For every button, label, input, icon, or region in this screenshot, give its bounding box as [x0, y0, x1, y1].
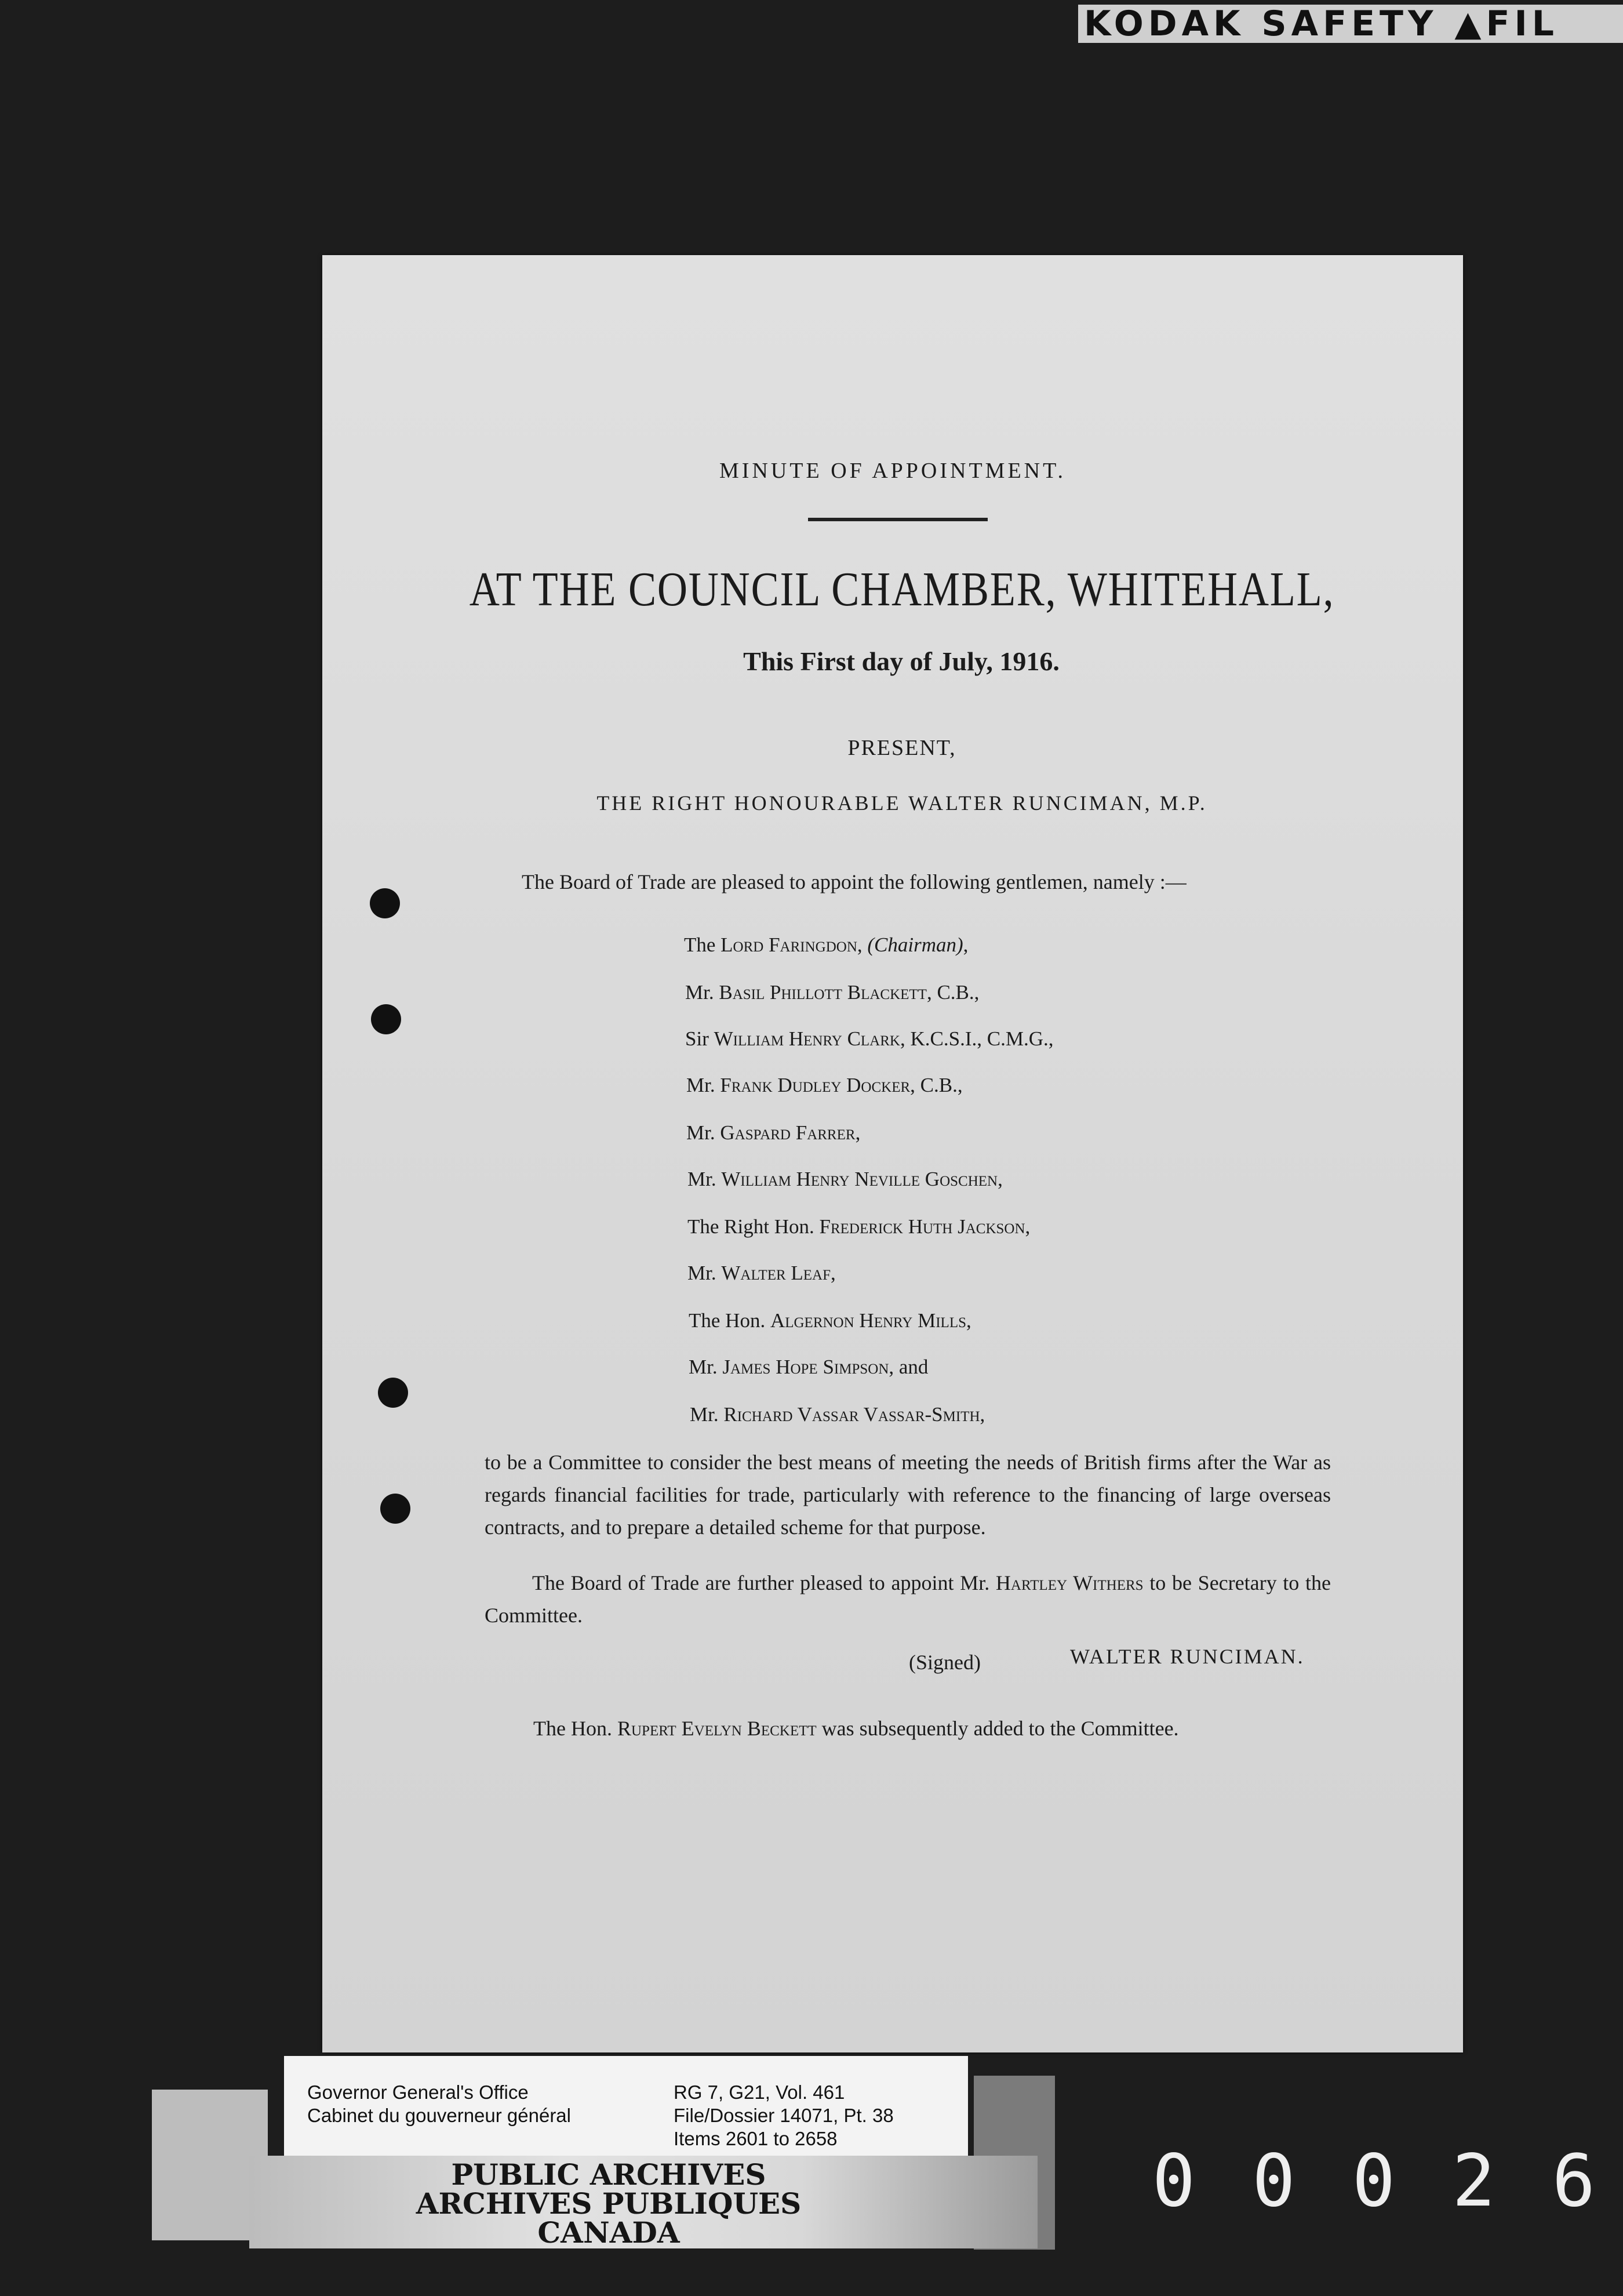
counter-digit: 2	[1452, 2139, 1495, 2223]
postscript-name: Rupert Evelyn Beckett	[617, 1717, 817, 1740]
member-prefix: The	[684, 933, 721, 956]
archive-items: Items 2601 to 2658	[674, 2128, 838, 2149]
appointment-intro: The Board of Trade are pleased to appoint the following gentlemen, namely :—	[522, 870, 1187, 893]
member-after: ,	[963, 933, 969, 956]
member-entry	[687, 1215, 1030, 1238]
member-name: Gaspard Farrer	[720, 1121, 856, 1144]
member-prefix: Mr.	[687, 1168, 722, 1190]
stamp-line-3: CANADA	[537, 2215, 680, 2250]
member-prefix: Mr.	[690, 1403, 724, 1426]
member-name: Frederick Huth Jackson	[819, 1215, 1025, 1238]
punch-hole-icon	[370, 888, 400, 918]
member-entry	[686, 1121, 860, 1145]
secretary-pre: The Board of Trade are further pleased to appoint Mr.	[532, 1571, 996, 1594]
date-line: This First day of July, 1916.	[743, 646, 1060, 676]
member-entry	[690, 1403, 985, 1426]
member-suffix: ,	[966, 1309, 971, 1332]
film-edge-marking: KODAK SAFETY ▲FIL	[1078, 5, 1623, 43]
member-suffix: ,	[855, 1121, 861, 1144]
member-entry	[684, 933, 968, 957]
page-title: AT THE COUNCIL CHAMBER, WHITEHALL,	[469, 562, 1335, 616]
punch-hole-icon	[378, 1378, 408, 1408]
signed-label: (Signed)	[909, 1651, 981, 1674]
member-entry	[689, 1309, 971, 1332]
member-name: Basil Phillott Blackett	[719, 981, 927, 1004]
member-prefix: Mr.	[687, 1262, 722, 1284]
secretary-appointment	[485, 1567, 1331, 1632]
member-suffix: , C.B.,	[910, 1074, 963, 1096]
member-prefix: Sir	[685, 1027, 714, 1050]
present-heading: PRESENT,	[847, 736, 956, 760]
counter-digit: 0	[1152, 2139, 1196, 2223]
member-suffix: ,	[980, 1403, 985, 1426]
member-name: James Hope Simpson	[722, 1356, 889, 1378]
document-page	[322, 255, 1463, 2052]
member-name: William Henry Neville Goschen	[721, 1168, 998, 1190]
member-entry	[689, 1356, 928, 1379]
member-entry	[685, 1027, 1053, 1051]
counter-digit: 0	[1352, 2139, 1396, 2223]
archive-office-en: Governor General's Office	[307, 2081, 529, 2103]
presiding-minister: THE RIGHT HONOURABLE WALTER RUNCIMAN, M.P.	[596, 791, 1207, 815]
member-suffix: ,	[857, 933, 868, 956]
member-role: (Chairman)	[867, 933, 963, 956]
member-prefix: Mr.	[686, 1121, 720, 1144]
member-suffix: ,	[831, 1262, 836, 1284]
postscript	[533, 1716, 1179, 1741]
secretary-name: Hartley Withers	[995, 1571, 1144, 1594]
counter-digit: 6	[1552, 2139, 1596, 2223]
secretary-post: to be Secretary to the Committee.	[485, 1571, 1331, 1627]
archive-office-fr: Cabinet du gouverneur général	[307, 2105, 571, 2126]
member-name: Algernon Henry Mills	[770, 1309, 967, 1332]
member-entry	[687, 1168, 1003, 1191]
member-prefix: The Right Hon.	[687, 1215, 820, 1238]
member-name: Walter Leaf	[721, 1262, 831, 1284]
counter-digit: 0	[1252, 2139, 1296, 2223]
committee-purpose: to be a Committee to consider the best means of meeting the needs of British firms after the War as regards financial facilities for trade, particularly with reference to the financing of large overseas contracts, and to prepare a detailed scheme for that purpose.	[485, 1451, 1331, 1539]
member-prefix: Mr.	[685, 981, 719, 1004]
archives-stamp	[359, 2157, 858, 2250]
stamp-line-1: PUBLIC ARCHIVES	[451, 2157, 766, 2192]
member-suffix: ,	[1025, 1215, 1031, 1238]
member-prefix: Mr.	[686, 1074, 720, 1096]
postscript-pre: The Hon.	[533, 1717, 617, 1740]
punch-hole-icon	[380, 1494, 410, 1524]
member-suffix: , and	[889, 1356, 929, 1378]
punch-hole-icon	[371, 1004, 401, 1034]
member-name: William Henry Clark	[714, 1027, 900, 1050]
frame-counter	[1148, 2139, 1623, 2223]
signature-name: WALTER RUNCIMAN.	[1070, 1645, 1305, 1668]
member-suffix: ,	[998, 1168, 1003, 1190]
member-suffix: , C.B.,	[926, 981, 980, 1004]
member-suffix: , K.C.S.I., C.M.G.,	[900, 1027, 1054, 1050]
stamp-line-2: ARCHIVES PUBLIQUES	[416, 2186, 802, 2221]
member-entry	[685, 981, 979, 1004]
heading-divider	[808, 518, 988, 521]
minute-heading: MINUTE OF APPOINTMENT.	[719, 459, 1067, 483]
member-name: Frank Dudley Docker	[720, 1074, 911, 1096]
archive-reference: RG 7, G21, Vol. 461	[674, 2081, 845, 2103]
member-name: Richard Vassar Vassar-Smith	[723, 1403, 980, 1426]
archive-file: File/Dossier 14071, Pt. 38	[674, 2105, 894, 2126]
member-name: Lord Faringdon	[720, 933, 857, 956]
postscript-post: was subsequently added to the Committee.	[816, 1717, 1179, 1740]
member-entry	[687, 1262, 836, 1285]
member-entry	[686, 1074, 963, 1097]
member-prefix: Mr.	[689, 1356, 723, 1378]
member-prefix: The Hon.	[689, 1309, 770, 1332]
